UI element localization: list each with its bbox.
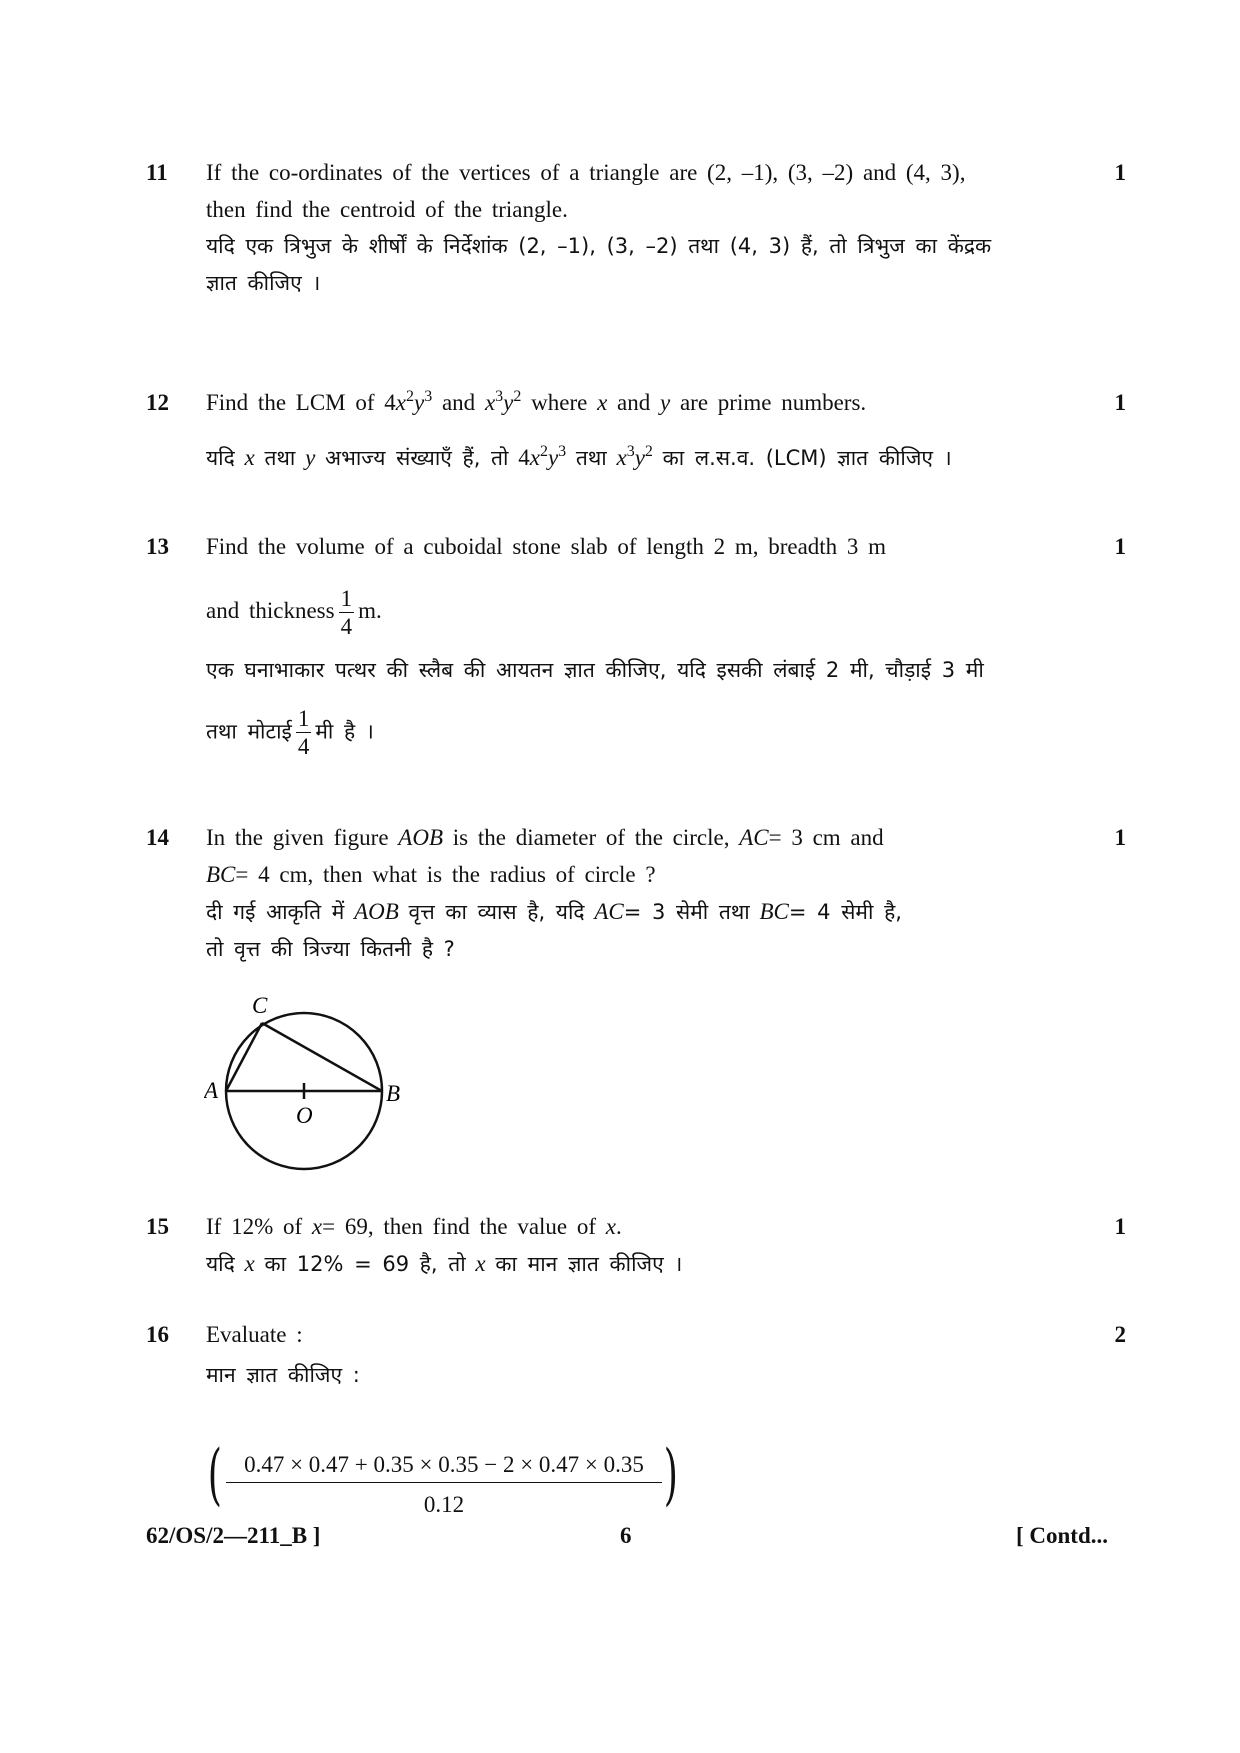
question-marks: 1 <box>1114 825 1126 850</box>
label-b: B <box>386 1081 401 1106</box>
english-line: Find the LCM of $4x^2y^3$ and $x^3y^2$ where x and y are prime numbers. <box>206 388 867 415</box>
hindi-line-2: तथा मोटाई $\frac{1}{4}$ मी है । <box>206 706 374 759</box>
english-line-2: then find the centroid of the triangle. <box>206 197 568 222</box>
hindi-line-2: ज्ञात कीजिए । <box>206 271 321 295</box>
fraction-one-quarter: $\frac{1}{4}$ <box>297 706 310 759</box>
english-line-1: In the given figure AOB is the diameter of the circle, AC= 3 cm and <box>206 825 884 850</box>
page-number: 6 <box>620 1523 632 1548</box>
right-paren: ) <box>664 1436 679 1513</box>
question-marks: 1 <box>1114 1214 1126 1239</box>
question-body <box>206 1208 1056 1283</box>
expr-x3y2: $x^3y^2$ <box>484 388 522 415</box>
english-line-1: Find the volume of a cuboidal stone slab of length 2 m, breadth 3 m <box>206 534 887 559</box>
question-number: 14 <box>146 825 169 850</box>
question-marks: 1 <box>1114 534 1126 559</box>
hindi-line-2: तो वृत्त की त्रिज्या कितनी है ? <box>206 937 455 961</box>
english-line: Evaluate : <box>206 1322 303 1347</box>
footer-contd: [ Contd... <box>1016 1523 1109 1548</box>
left-paren: ( <box>207 1436 222 1513</box>
expression-numerator: 0.47 × 0.47 + 0.35 × 0.35 − 2 × 0.47 × 0.35 <box>226 1452 662 1483</box>
circle-figure <box>204 975 464 1175</box>
hindi-line-1: एक घनाभाकार पत्थर की स्लैब की आयतन ज्ञात कीजिए, यदि इसकी लंबाई 2 मी, चौड़ाई 3 मी <box>206 658 984 682</box>
question-body <box>206 819 1056 968</box>
label-o: O <box>296 1103 313 1128</box>
expr-4x2y3: $4x^2y^3$ <box>518 443 567 470</box>
question-number: 12 <box>146 390 169 415</box>
label-c: C <box>252 993 268 1018</box>
question-number: 15 <box>146 1214 169 1239</box>
expr-x3y2: $x^3y^2$ <box>616 443 653 470</box>
label-a: A <box>204 1078 219 1103</box>
chord-cb <box>262 1023 382 1091</box>
question-body <box>206 154 1056 302</box>
question-number: 11 <box>146 160 168 185</box>
hindi-line: मान ज्ञात कीजिए : <box>206 1363 360 1387</box>
chord-ac <box>226 1023 262 1091</box>
english-line: If 12% of x= 69, then find the value of x. <box>206 1214 622 1239</box>
english-line-1: If the co-ordinates of the vertices of a triangle are (2, –1), (3, –2) and (4, 3), <box>206 160 966 185</box>
question-number: 16 <box>146 1322 169 1347</box>
expression-denominator: 0.12 <box>423 1492 465 1517</box>
english-line-2: BC= 4 cm, then what is the radius of circle ? <box>206 862 656 887</box>
question-marks: 1 <box>1114 390 1126 415</box>
hindi-line-1: दी गई आकृति में AOB वृत्त का व्यास है, यदि AC= 3 सेमी तथा BC= 4 सेमी है, <box>206 899 902 924</box>
question-marks: 2 <box>1114 1322 1126 1347</box>
expr-4x2y3: $4x^2y^3$ <box>384 388 433 415</box>
question-number: 13 <box>146 534 169 559</box>
hindi-line: यदि x तथा y अभाज्य संख्याएँ हैं, तो $4x^2y^3$ तथा $x^3y^2$ का ल.स.व. (LCM) ज्ञात कीजिए । <box>206 443 952 470</box>
evaluate-expression <box>206 1436 679 1520</box>
question-body <box>206 528 1056 758</box>
fraction-one-quarter: $\frac{1}{4}$ <box>340 586 353 639</box>
hindi-line-1: यदि एक त्रिभुज के शीर्षों के निर्देशांक (2, –1), (3, –2) तथा (4, 3) हैं, तो त्रिभुज का केंद्रक <box>206 234 992 258</box>
question-marks: 1 <box>1114 160 1126 185</box>
hindi-line: यदि x का 12% = 69 है, तो x का मान ज्ञात कीजिए । <box>206 1251 683 1276</box>
english-line-2: and thickness $\frac{1}{4}$ m. <box>206 586 382 639</box>
footer-code: 62/OS/2—211_B ] <box>146 1523 321 1548</box>
question-body <box>206 384 1056 477</box>
question-body <box>206 1316 1056 1394</box>
